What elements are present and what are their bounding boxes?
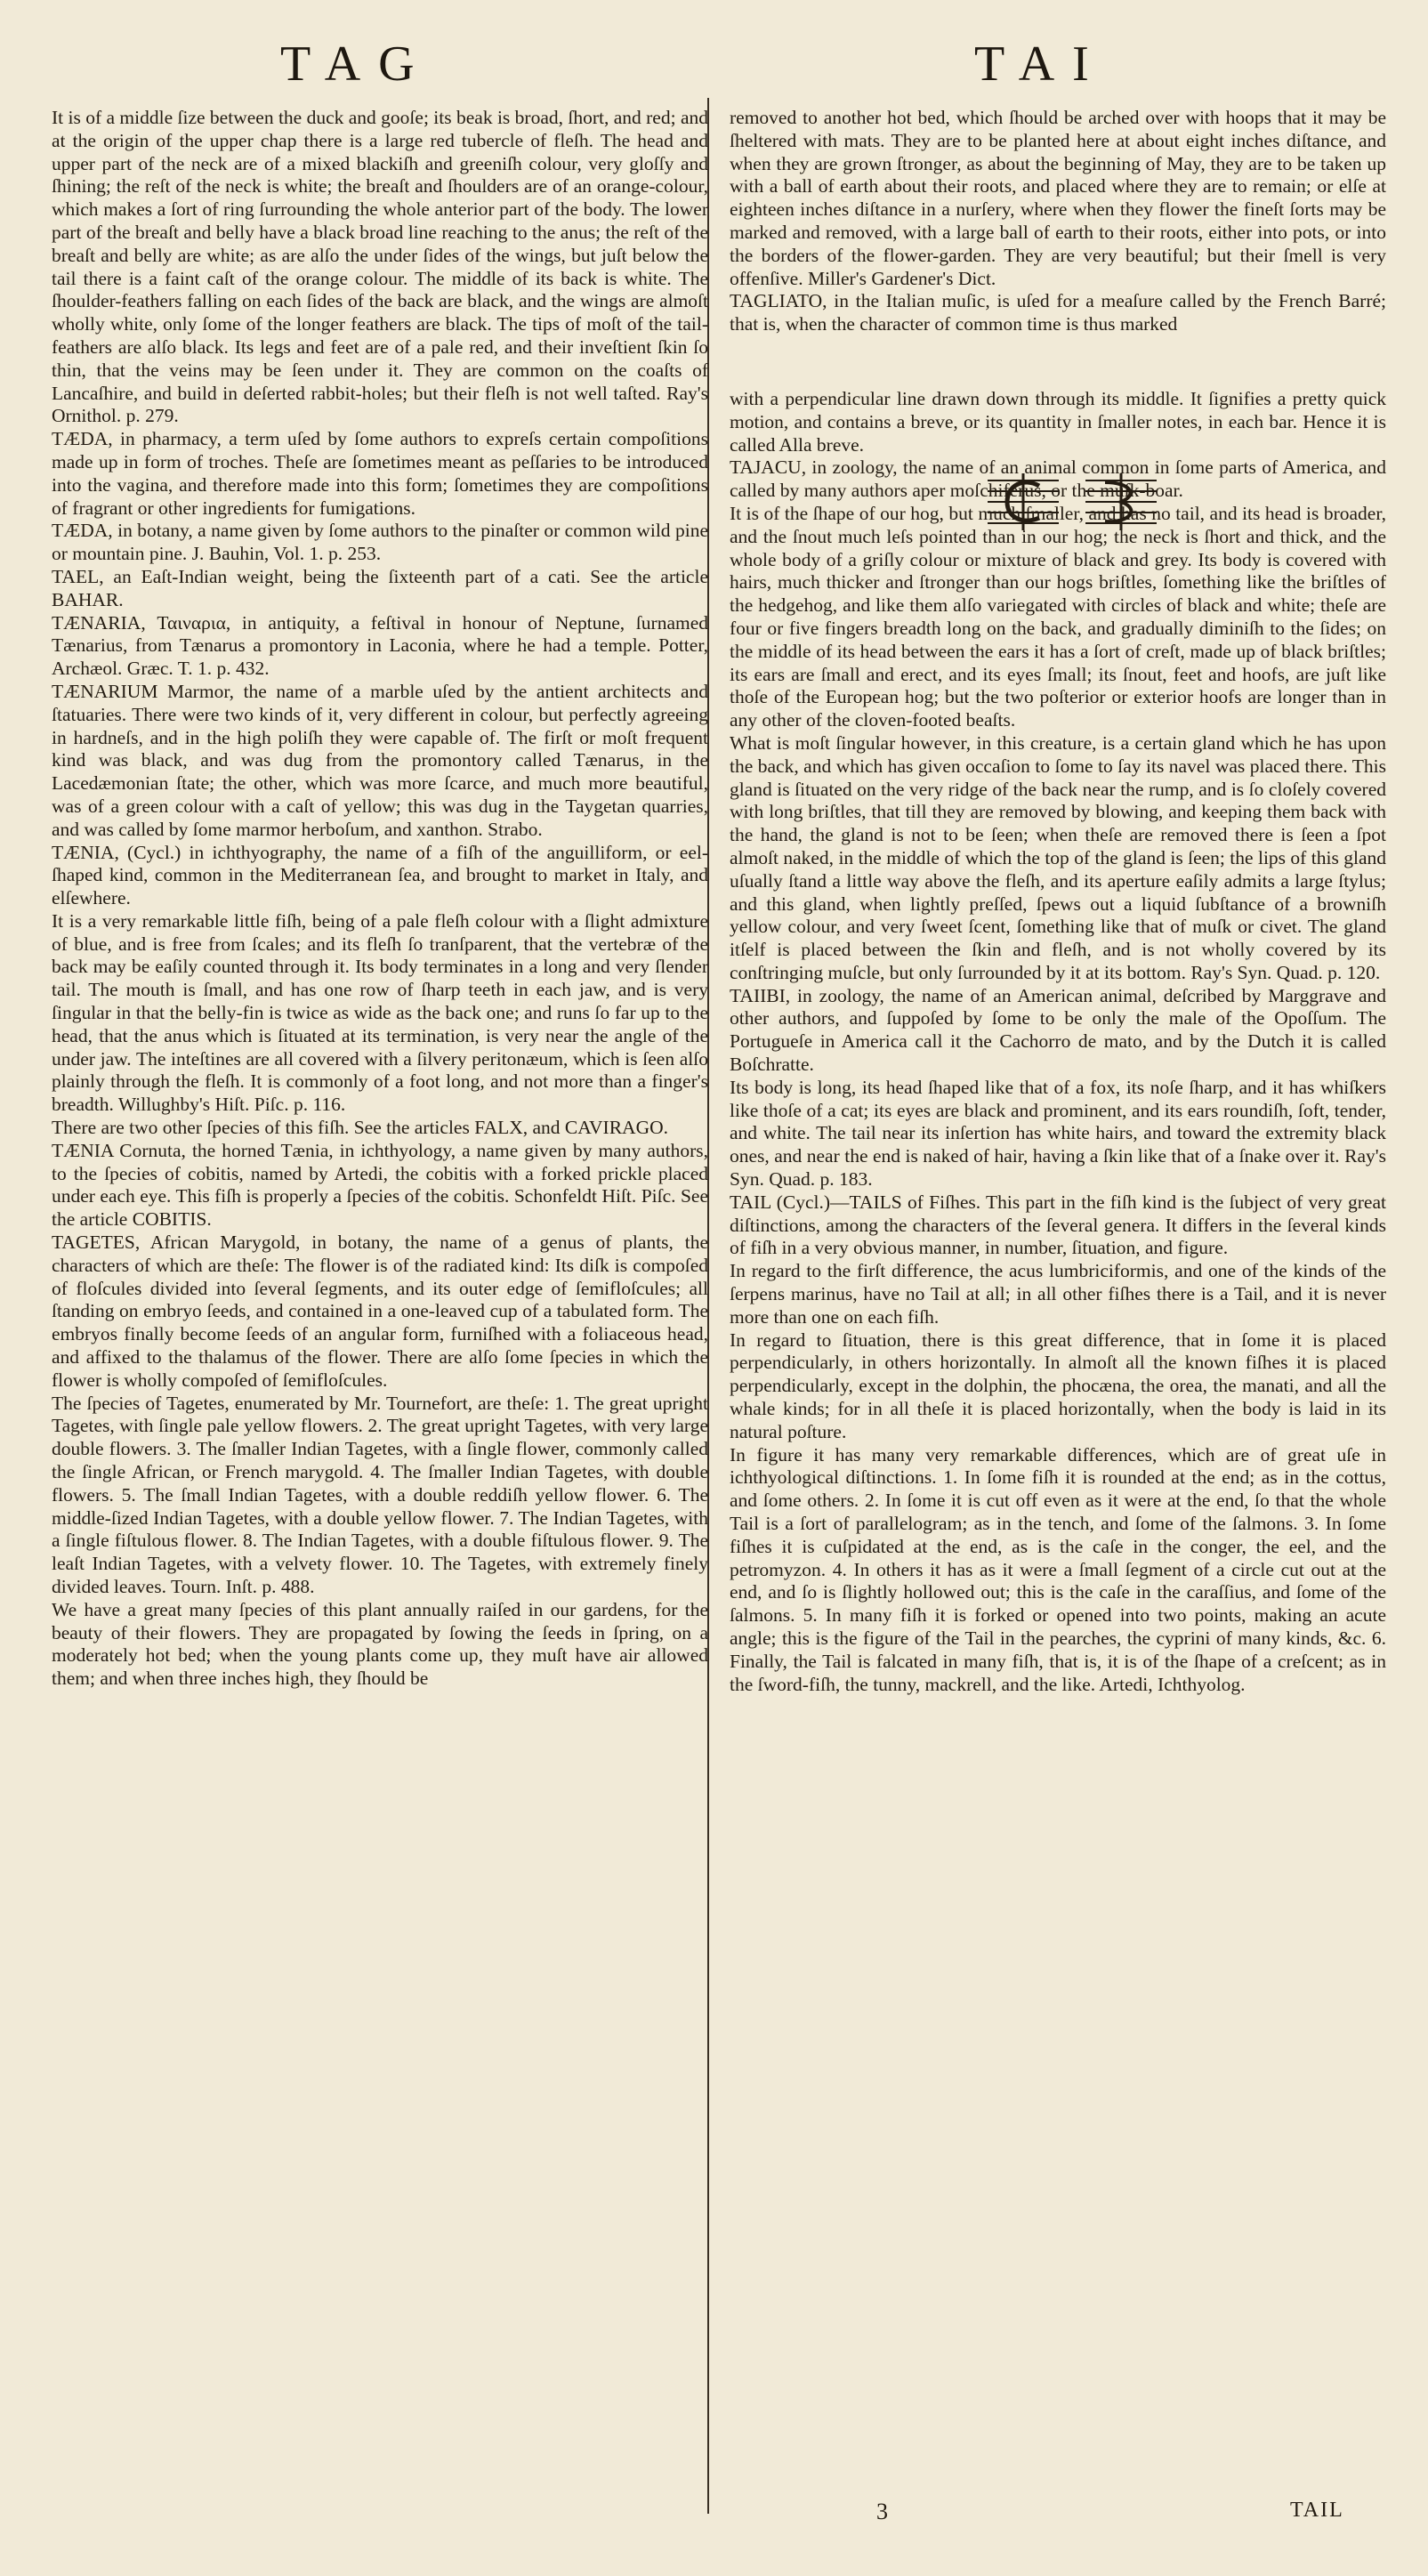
paragraph: We have a great many ſpecies of this plant annually raiſed in our gardens, for the beauty of their flowers. They are propagated by ſowing the ſeeds in ſpring, on a moderately hot bed; when the young plants come up, they muſt have air allowed them; and when three inches high, they ſhould be [52,1598,708,1690]
paragraph: It is a very remarkable little fiſh, being of a pale fleſh colour with a ſlight admixture of blue, and is free from ſcales; and its fleſh ſo tranſparent, that the vertebræ of the back may be eaſily counted through it. Its body terminates in a long and very ſlender tail. The mouth is ſmall, and has one row of ſharp teeth in each jaw, and is very ſingular in that the belly-fin is twice as wide as the back one; and runs ſo far up to the head, that the anus which is ſituated at its termination, is very near the angle of the under jaw. The inteſtines are all covered with a ſilvery peritonæum, which is ſeen alſo plainly through the fleſh. It is commonly of a foot long, and not more than a finger's breadth. Willughby's Hiſt. Piſc. p. 116. [52,909,708,1116]
paragraph: In figure it has many very remarkable differences, which are of great uſe in ichthyological diſtinctions. 1. In ſome fiſh it is rounded at the end; as in the cottus, and ſome others. 2. In ſome it is cut off even as it were at the end, ſo that the whole Tail is a ſort of parallelogram; as in the tench, and ſome of the ſalmons. 3. In ſome fiſhes it is cuſpidated at the end, as is the caſe in the conger, the eel, and the petromyzon. 4. In others it has as it were a ſmall ſegment of a circle cut out at the end, and ſo is ſlightly hollowed out; this is the caſe in the caraſſius, and ſome of the ſalmons. 5. In many fiſh it is forked or opened into two points, making an acute angle; this is the figure of the Tail in the pearches, the cyprini of many kinds, &c. 6. Finally, the Tail is falcated in many fiſh, that is, it is of the ſhape of a creſcent; as in the ſword-fiſh, the tunny, mackrell, and the like. Artedi, Ichthyolog. [730,1443,1386,1695]
entry-taenaria: TÆNARIA, Ταιναρια, in antiquity, a feſtival in honour of Neptune, ſurnamed Tænarius, from Tænarus a promontory in Laconia, where he had a temple. Potter, Archæol. Græc. T. 1. p. 432. [52,611,708,680]
paragraph: What is moſt ſingular however, in this creature, is a certain gland which he has upon the back, and which has given occaſion to ſome to ſay its navel was placed there. This gland is ſituated on the very ridge of the back near the rump, and is ſo cloſely covered with long briſtles, that till they are removed by blowing, and keeping them back with the hand, the gland is not to be ſeen; when theſe are removed there is ſeen a ſpot almoſt naked, in the middle of which the top of the gland is ſeen; the lips of this gland uſually ſtand a little way above the fleſh, and its aperture eaſily admits a large ſtylus; and this gland, when lightly preſſed, ſpews out a liquid ſubſtance of a browniſh yellow colour, and very ſweet ſcent, ſomething like that of muſk or civet. The gland itſelf is placed between the ſkin and fleſh, and is not wholly covered by its conſtringing muſcle, but only ſurrounded by it at its bottom. Ray's Syn. Quad. p. 120. [730,731,1386,983]
paragraph: with a perpendicular line drawn down through its middle. It ſignifies a pretty quick motion, and contains a breve, or its quantity in ſmaller notes, in each bar. Hence it is called Alla breve. [730,387,1386,456]
paragraph: There are two other ſpecies of this fiſh. See the articles FALX, and CAVIRAGO. [52,1117,668,1139]
paragraph: removed to another hot bed, which ſhould be arched over with hoops that it may be ſheltered with mats. They are to be planted here at about eight inches diſtance, and when they are grown ſtronger, as about the beginning of May, they are to be taken up with a ball of earth about their roots, and placed where they are to remain; or elſe at eighteen inches diſtance in a nurſery, where when they flower the fineſt ſorts may be marked and removed, with a large ball of earth to their roots, either into pots, or into the borders of the flower-garden. They are very beautiful; but their ſmell is very offenſive. Miller's Gardener's Dict. [730,107,1386,289]
music-figure-space [730,336,1386,388]
entry-taenarium: TÆNARIUM Marmor, the name of a marble uſed by the antient architects and ſtatuaries. There were two kinds of it, very different in colour, but perfectly agreeing in hardneſs, and in the high poliſh they were capable of. The firſt or moſt frequent kind was black, and was dug from the promontory called Tænarus, in the Lacedæmonian ſtate; the other, which was more ſcarce, and much more beautiful, was of a green colour with a caſt of yellow; this was dug in the Taygetan quarries, and was called by ſome marmor herboſum, and xanthon. Strabo. [52,680,708,840]
paragraph: Its body is long, its head ſhaped like that of a fox, its noſe ſharp, and it has whiſkers like thoſe of a cat; its eyes are black and prominent, and its ears roundiſh, ſoft, tender, and white. The tail near its inſertion has white hairs, and toward the extremity black ones, and near the end is naked of hair, having a ſkin like that of a ſnake over it. Ray's Syn. Quad. p. 183. [730,1076,1386,1191]
entry-taiibi: TAIIBI, in zoology, the name of an American animal, deſcribed by Marggrave and other authors, and ſuppoſed by ſome to be only the male of the Opoſſum. The Portugueſe in America call it the Cachorro de mato, and by the Dutch it is called Boſchratte. [730,984,1386,1076]
running-head-left: TAG [280,36,432,92]
time-signature-figure [988,470,1166,532]
paragraph: In regard to the firſt difference, the acus lumbriciformis, and one of the kinds of the ſerpens marinus, have no Tail at all; in all other fiſhes there is a Tail, and it is never more than one on each fiſh. [730,1260,1386,1328]
paragraph: In regard to ſituation, there is this great difference, that in ſome it is placed perpendicularly, in others horizontally. In almoſt all the known fiſhes it is placed perpendicularly, except in the dolphin, the phocæna, the orea, the manati, and all the whale kinds; for in all theſe it is placed horizontally, when the body is laid in its natural poſture. [730,1328,1386,1442]
entry-taeda-botany: TÆDA, in botany, a name given by ſome authors to the pinaſter or common wild pine or mountain pine. J. Bauhin, Vol. 1. p. 253. [52,520,708,565]
entry-tagliato: TAGLIATO, in the Italian muſic, is uſed for a meaſure called by the French Barré; that is, when the character of common time is thus marked [730,290,1386,335]
entry-tael: TAEL, an Eaſt-Indian weight, being the ſixteenth part of a cati. See the article BAHAR. [52,565,708,610]
entry-taenia-cornuta: TÆNIA Cornuta, the horned Tænia, in ichthyology, a name given by many authors, to the ſpecies of cobitis, named by Artedi, the cobitis with a forked prickle placed under each eye. This fiſh is properly a ſpecies of the cobitis. Schonfeldt Hiſt. Piſc. See the article COBITIS. [52,1139,708,1231]
entry-tajacu: TAJACU, in zoology, the name of an animal common in ſome parts of America, and called by many authors aper moſchiferus, or the muſk-boar. [730,456,1386,502]
page-number: 3 [876,2499,888,2524]
running-head-right: TAI [974,36,1107,92]
paragraph: It is of the ſhape of our hog, but much ſmaller, and has no tail, and its head is broader, and the ſnout much leſs pointed than in our hog; the neck is ſhort and thick, and the whole body of a griſly colour or mixture of black and grey. Its body is covered with hairs, much thicker and ſtronger than our hogs briſtles, ſomething like the briſtles of the hedgehog, and like them alſo variegated with circles of black and white; theſe are four or five fingers breadth long on the back, and gradually diminiſh to the ſides; on the middle of its head between the ears it has a ſort of creſt, made up of black briſtles; its ears are ſmall and erect, and its eyes ſmall; its ſnout, feet and hoofs, are juſt like thoſe of the European hog; but the two poſterior or exterior hoofs are longer than in any other of the cloven-footed beaſts. [730,502,1386,731]
right-column [730,107,1386,1696]
paragraph: The ſpecies of Tagetes, enumerated by Mr. Tournefort, are theſe: 1. The great upright Tagetes, with ſingle pale yellow flowers. 2. The great upright Tagetes, with very large double flowers. 3. The ſmaller Indian Tagetes, with a ſingle flower, commonly called the ſingle African, or French marygold. 4. The ſmaller Indian Tagetes, with double flowers. 5. The ſmall Indian Tagetes, with a double reddiſh yellow flower. 6. The middle-ſized Indian Tagetes, with a double yellow flower. 7. The Indian Tagetes, with a ſingle fiſtulous flower. 8. The Indian Tagetes, with a double fiſtulous flower. 9. The leaſt Indian Tagetes, with a velvety flower. 10. The Tagetes, with extremely finely divided leaves. Tourn. Inſt. p. 488. [52,1392,708,1597]
entry-taeda-pharmacy: TÆDA, in pharmacy, a term uſed by ſome authors to expreſs certain compoſitions made up in form of troches. Theſe are ſometimes meant as peſſaries to be introduced into the vagina, and therefore made into this form; ſometimes they are compoſitions of fragrant or other ingredients for fumigations. [52,428,708,519]
paragraph: It is of a middle ſize between the duck and gooſe; its beak is broad, ſhort, and red; and at the origin of the upper chap there is a large red tubercle of fleſh. The head and upper part of the neck are of a mixed blackiſh and greeniſh colour, very gloſſy and ſhining; the reſt of the neck is white; the breaſt and ſhoulders are of an orange-colour, which makes a ſort of ring ſurrounding the whole anterior part of the body. The lower part of the breaſt and belly have a black broad line reaching to the anus; the reſt of the breaſt and belly are white; as are alſo the under ſides of the wings, but juſt below the tail there is a faint caſt of the orange colour. The middle of its back is white. The ſhoulder-feathers falling on each ſides of the back are black, and the wings are almoſt wholly white, only ſome of the longer feathers are black. The tips of moſt of the tail-feathers are alſo black. Its legs and feet are of a pale red, and their inveſtient ſkin ſo thin, that the veins may be ſeen under it. They are common on the coaſts of Lancaſhire, and build in deſerted rabbit-holes; but their fleſh is not well taſted. Ray's Ornithol. p. 279. [52,107,708,427]
entry-tagetes: TAGETES, African Marygold, in botany, the name of a genus of plants, the characters of which are theſe: The flower is of the radiated kind: Its diſk is compoſed of floſcules divided into ſeveral ſegments, and its outer edge of ſemifloſcules; all ſtanding on embryo ſeeds, and contained in a one-leaved cup of a tabulated form. The embryos finally become ſeeds of an angular form, furniſhed with a foliaceous head, and affixed to the thalamus of the flower. There are alſo ſome ſpecies in which the flower is wholly compoſed of ſemifloſcules. [52,1231,708,1391]
left-column [52,107,708,1691]
entry-taenia: TÆNIA, (Cycl.) in ichthyography, the name of a fiſh of the anguilliform, or eel-ſhaped kind, common in the Mediterranean ſea, and brought to market in Italy, and elſewhere. [52,841,708,909]
entry-tail: TAIL (Cycl.)—TAILS of Fiſhes. This part in the fiſh kind is the ſubject of very great diſtinctions, among the characters of the ſeveral genera. It differs in the ſeveral kinds of fiſh in a very obvious manner, in number, ſituation, and figure. [730,1191,1386,1259]
catchword: TAIL [1290,2499,1344,2522]
